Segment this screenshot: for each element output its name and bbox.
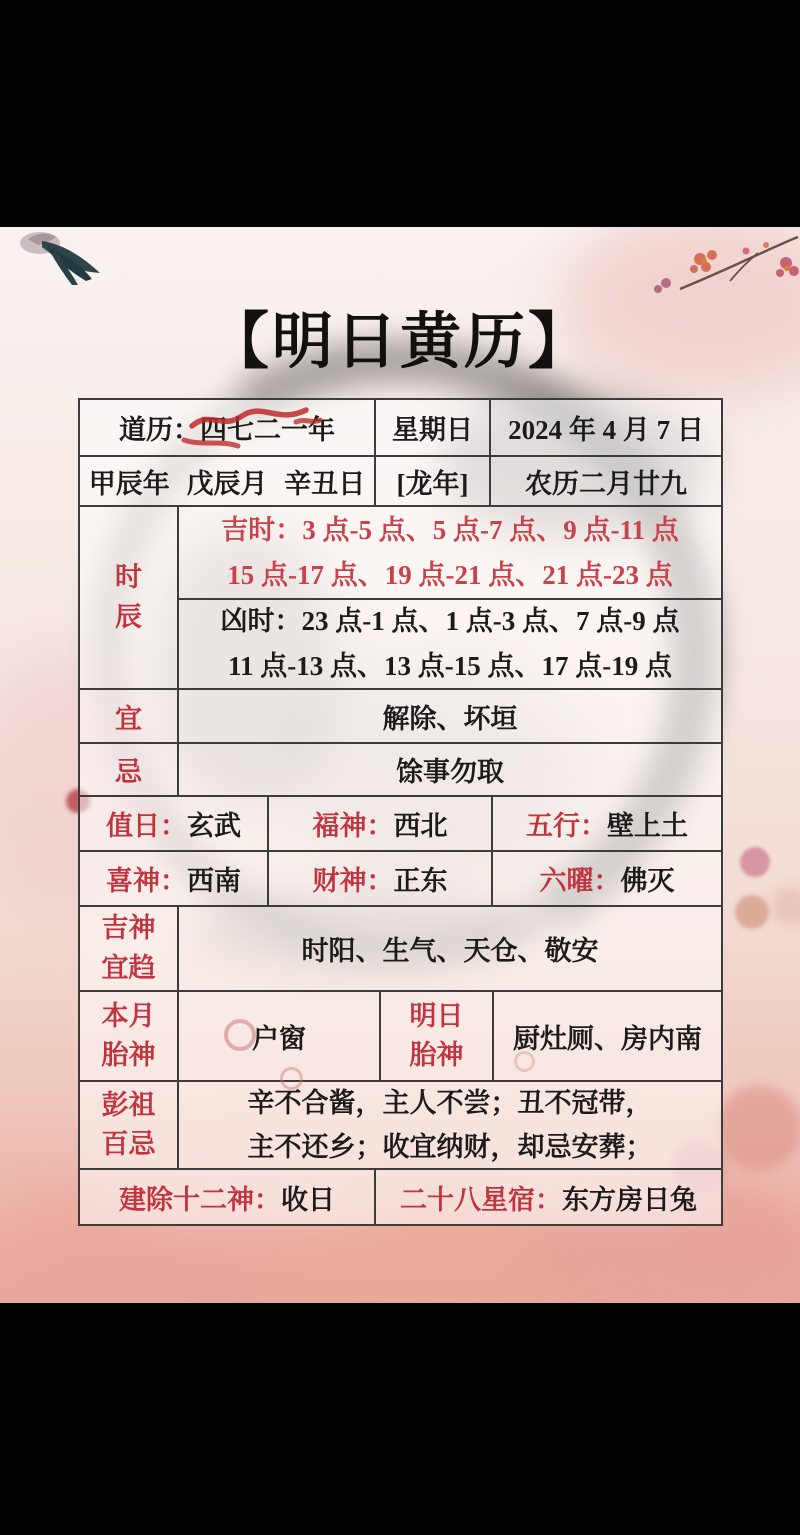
jishen-label: 吉神宜趋 <box>101 913 156 983</box>
pink-ring <box>514 1051 535 1072</box>
wuxing-cell <box>493 797 721 850</box>
xingxiu-label: 二十八星宿： <box>400 1184 562 1215</box>
weekday-text: 星期日 <box>392 415 473 445</box>
ji-label-cell <box>80 744 179 795</box>
rose-dot <box>716 1085 800 1171</box>
rose-dot <box>740 847 770 877</box>
inauspicious-hours-line1: 凶时：23 点-1 点、1 点-3 点、7 点-9 点 <box>220 606 680 636</box>
xishen-cell <box>80 852 269 905</box>
row-date <box>80 400 721 457</box>
wuxing-value: 壁上土 <box>607 811 688 841</box>
rose-dot <box>772 887 800 925</box>
page-title: 【明日黄历】 <box>207 309 592 376</box>
xishen-label: 喜神： <box>106 866 187 896</box>
row-ji <box>80 744 721 797</box>
zodiac-year-text: [龙年] <box>396 468 469 499</box>
ji-value: 馀事勿取 <box>396 757 504 787</box>
red-scribble-icon <box>80 400 376 457</box>
month-taishen-value: 户窗 <box>252 1023 306 1054</box>
shichen-hours <box>179 507 721 688</box>
daoli-cell <box>80 400 376 455</box>
yi-label-cell <box>80 690 179 742</box>
caishen-label: 财神： <box>312 866 394 896</box>
shichen-label-cell <box>80 507 179 688</box>
row-shichen <box>80 507 721 690</box>
pengzu-label-cell <box>80 1082 179 1168</box>
jianchu-value: 收日 <box>281 1184 335 1215</box>
yi-value: 解除、坏垣 <box>382 703 518 734</box>
pengzu-line1: 辛不合酱，主人不尝；丑不冠带， <box>247 1088 653 1118</box>
gregorian-date-cell <box>491 400 721 455</box>
jianchu-cell <box>80 1170 376 1224</box>
pink-ring <box>224 1019 256 1051</box>
ji-label: 忌 <box>115 757 142 787</box>
tomorrow-taishen-label-cell <box>381 992 494 1080</box>
jishen-value: 时阳、生气、天仓、敬安 <box>301 936 599 966</box>
zhiri-value: 玄武 <box>187 811 241 841</box>
ganzhi-cell <box>80 457 376 505</box>
lunar-date-cell <box>491 457 721 505</box>
weekday-cell <box>376 400 491 455</box>
inauspicious-hours-cell <box>179 600 721 688</box>
ji-value-cell <box>179 744 721 795</box>
row-yi <box>80 690 721 744</box>
pink-ring <box>280 1067 303 1090</box>
auspicious-hours-line2: 15 点-17 点、19 点-21 点、21 点-23 点 <box>227 559 673 590</box>
gregorian-date-text: 2024 年 4 月 7 日 <box>508 415 704 445</box>
letterbox-bottom <box>0 1303 800 1535</box>
month-taishen-label-cell <box>80 992 179 1080</box>
row-jishen <box>80 907 721 992</box>
liuyao-cell <box>493 852 721 905</box>
daoli-text: 道历：四七二一年 <box>119 415 335 445</box>
auspicious-hours-line1: 吉时：3 点-5 点、5 点-7 点、9 点-11 点 <box>221 514 679 545</box>
yi-value-cell <box>179 690 721 742</box>
fushen-cell <box>269 797 493 850</box>
letterbox-top <box>0 0 800 227</box>
wuxing-label: 五行： <box>526 811 607 841</box>
liuyao-value: 佛灭 <box>620 866 675 896</box>
row-jianchu-xingxiu <box>80 1170 721 1224</box>
jianchu-label: 建除十二神： <box>119 1184 281 1215</box>
row-deities-1 <box>80 797 721 852</box>
caishen-value: 正东 <box>393 866 448 896</box>
month-taishen-label: 本月胎神 <box>101 1000 156 1070</box>
inauspicious-hours-line2: 11 点-13 点、13 点-15 点、17 点-19 点 <box>228 651 672 681</box>
shichen-label: 时辰 <box>115 562 142 632</box>
zodiac-year-cell <box>376 457 491 505</box>
zhiri-label: 值日： <box>106 811 187 841</box>
row-pengzu <box>80 1082 721 1170</box>
caishen-cell <box>269 852 493 905</box>
tomorrow-taishen-value: 厨灶厕、房内南 <box>513 1023 702 1054</box>
pengzu-line2: 主不还乡；收宜纳财，却忌安葬； <box>247 1132 653 1162</box>
fushen-label: 福神： <box>312 811 394 841</box>
almanac-table <box>78 398 723 1226</box>
pengzu-value-cell <box>179 1082 721 1168</box>
auspicious-hours-cell <box>179 507 721 600</box>
pengzu-label: 彭祖百忌 <box>101 1089 156 1159</box>
jishen-value-cell <box>179 907 721 990</box>
almanac-photo-background <box>0 227 800 1303</box>
xingxiu-value: 东方房日兔 <box>562 1184 697 1215</box>
row-ganzhi <box>80 457 721 507</box>
month-taishen-value-cell <box>179 992 381 1080</box>
liuyao-label: 六曜： <box>539 866 621 896</box>
xingxiu-cell <box>376 1170 721 1224</box>
row-taishen <box>80 992 721 1082</box>
jishen-label-cell <box>80 907 179 990</box>
rose-dot <box>735 895 769 929</box>
lunar-date-text: 农历二月廿九 <box>525 468 687 499</box>
yi-label: 宜 <box>115 703 142 734</box>
row-deities-2 <box>80 852 721 907</box>
fushen-value: 西北 <box>393 811 448 841</box>
tomorrow-taishen-label: 明日胎神 <box>409 1000 464 1070</box>
xishen-value: 西南 <box>187 866 241 896</box>
zhiri-cell <box>80 797 269 850</box>
ganzhi-text: 甲辰年 戊辰月 辛丑日 <box>88 468 366 499</box>
